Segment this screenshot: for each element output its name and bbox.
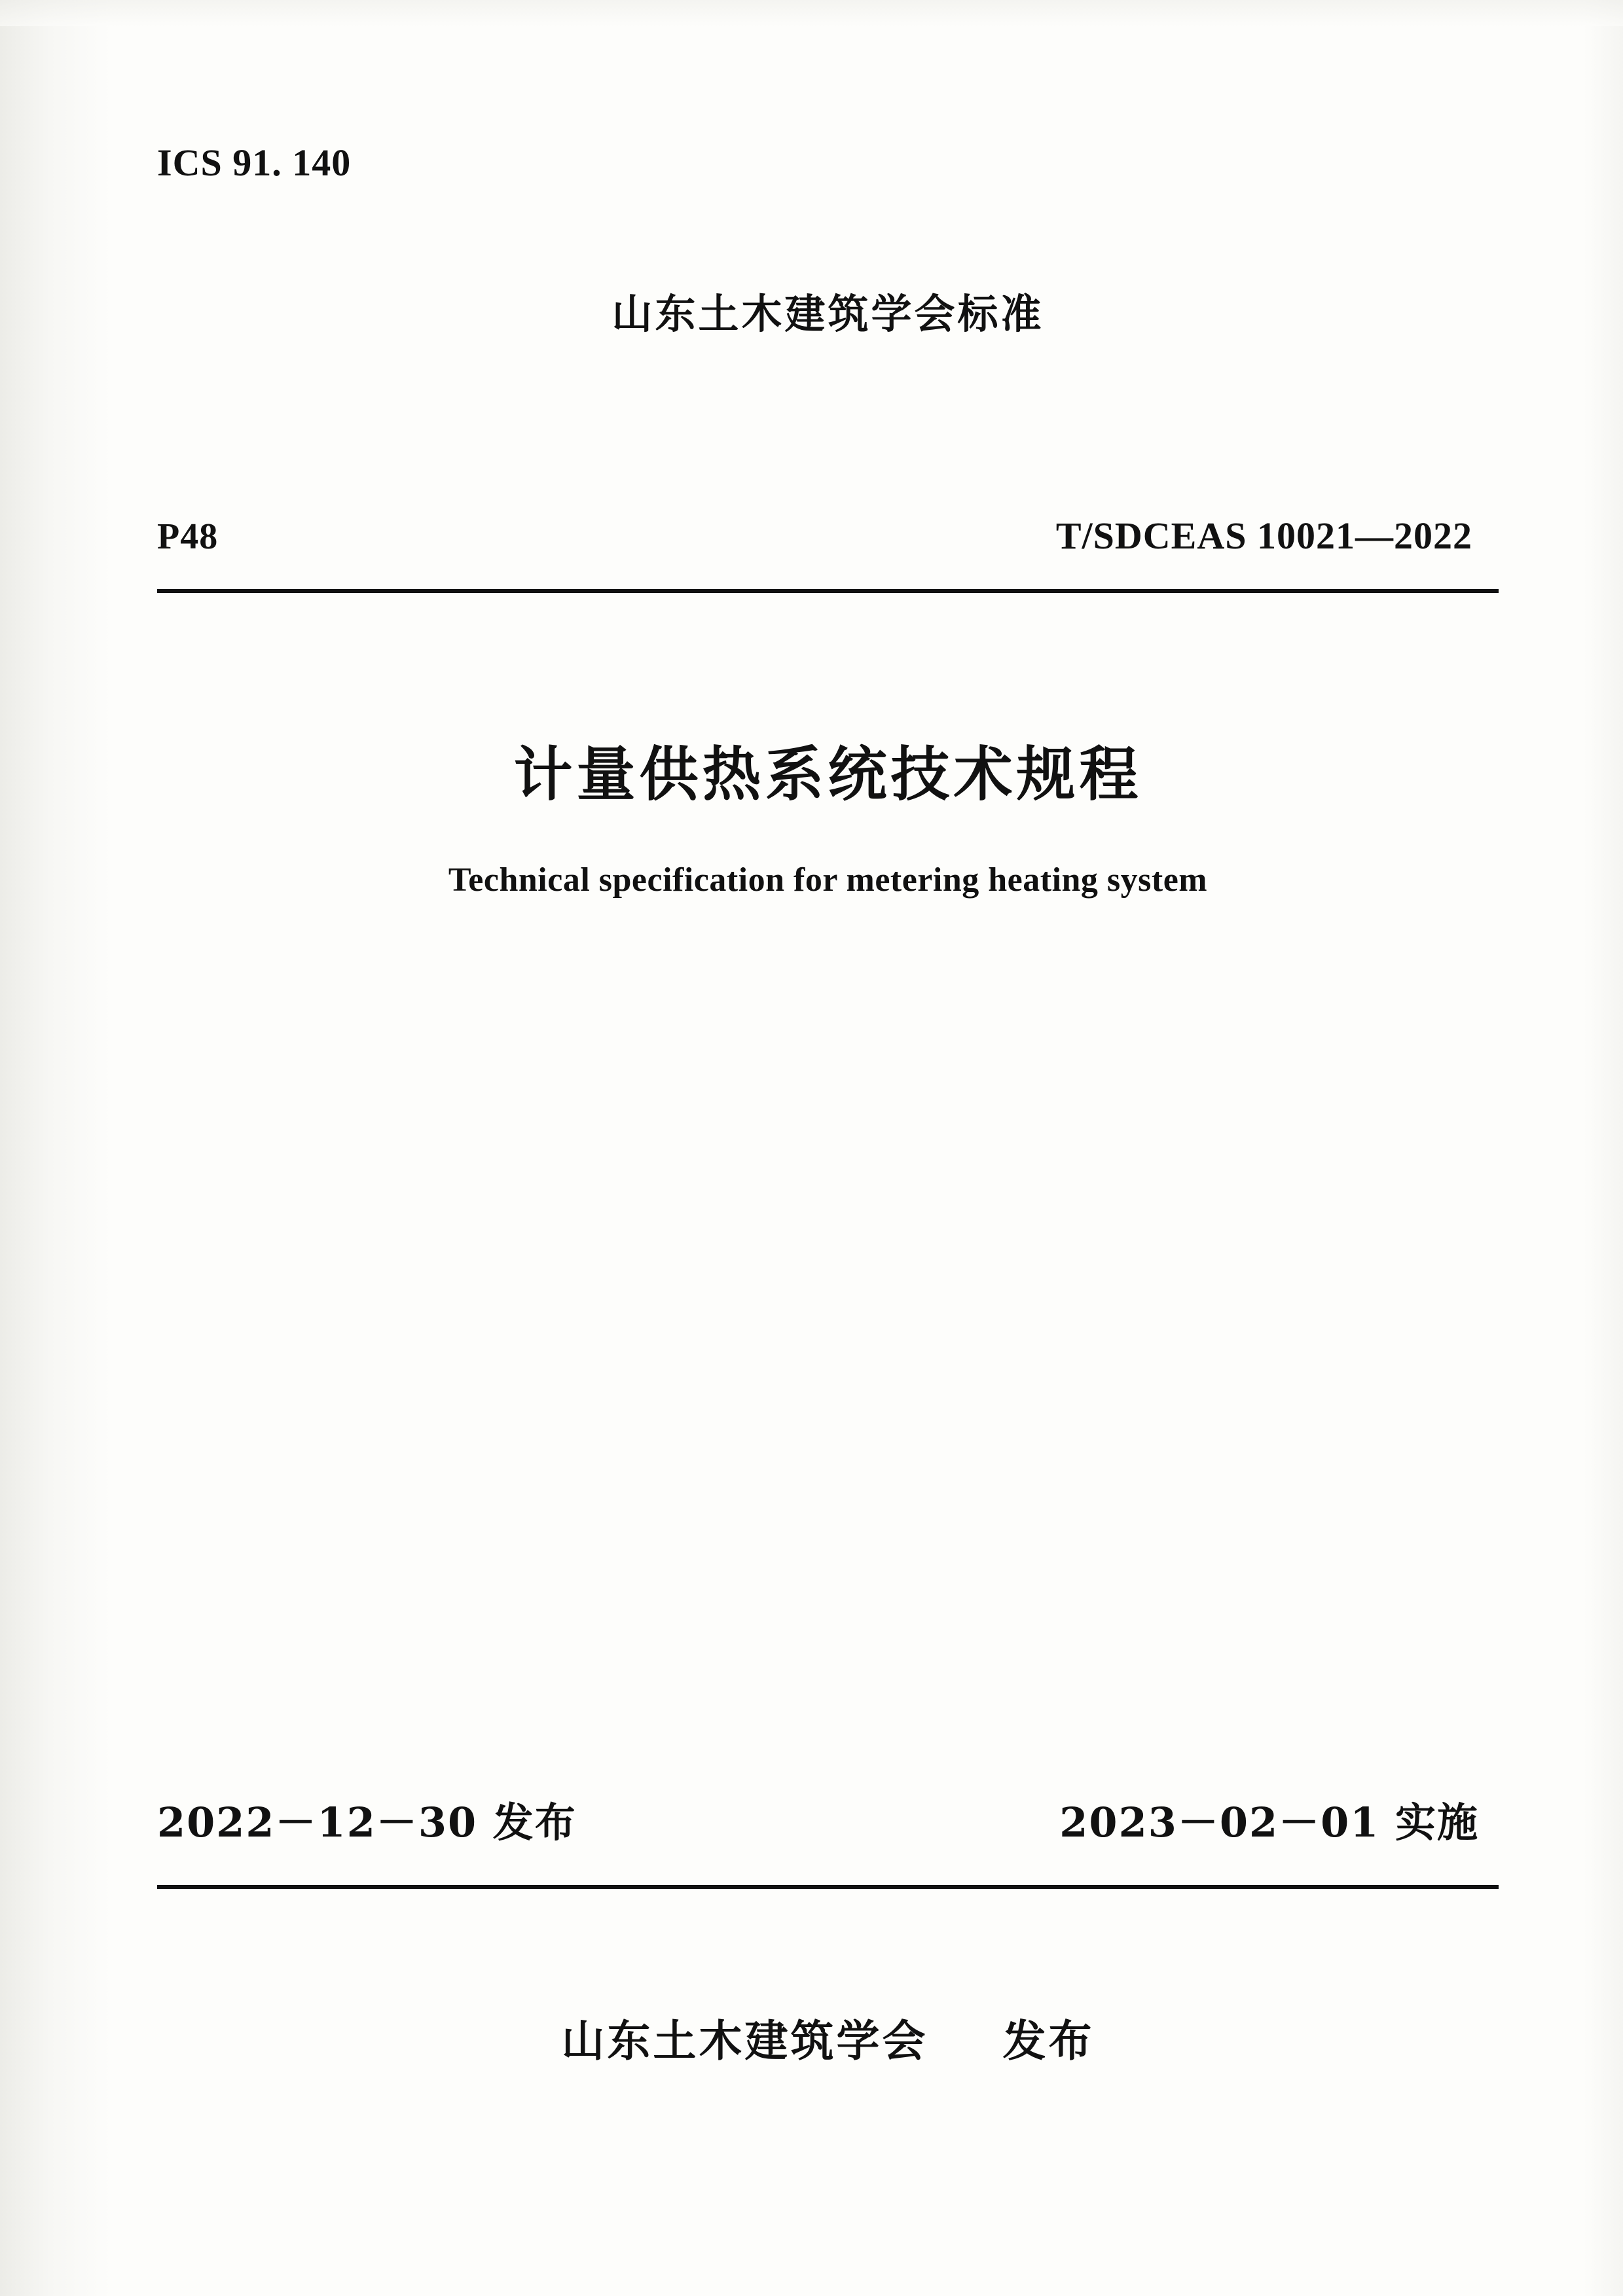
classification-code: P48	[157, 516, 219, 557]
publisher-line	[157, 2006, 1499, 2068]
divider-bottom	[157, 1885, 1499, 1889]
implementation-date: 2023－02－01 实施	[1059, 1799, 1479, 1846]
standard-number: T/SDCEAS 10021—2022	[1055, 514, 1472, 557]
ics-code: ICS 91. 140	[157, 141, 352, 184]
publisher-name: 山东土木建筑学会	[561, 2015, 928, 2066]
divider-top	[157, 589, 1499, 593]
dates-row	[157, 1790, 1499, 1848]
scan-edge-shadow-left	[0, 0, 111, 2296]
publisher-action: 发布	[1002, 2015, 1095, 2066]
page-title: 计量供热系统技术规程	[513, 740, 1142, 809]
scan-edge-shadow-right	[1584, 0, 1623, 2296]
cover-content	[157, 0, 1499, 2296]
standard-code-row	[157, 514, 1499, 558]
society-standard-label: 山东土木建筑学会标准	[611, 290, 1044, 338]
publish-date: 2022－12－30 发布	[157, 1799, 577, 1846]
page-subtitle-english: Technical specification for metering heating system	[448, 861, 1208, 899]
